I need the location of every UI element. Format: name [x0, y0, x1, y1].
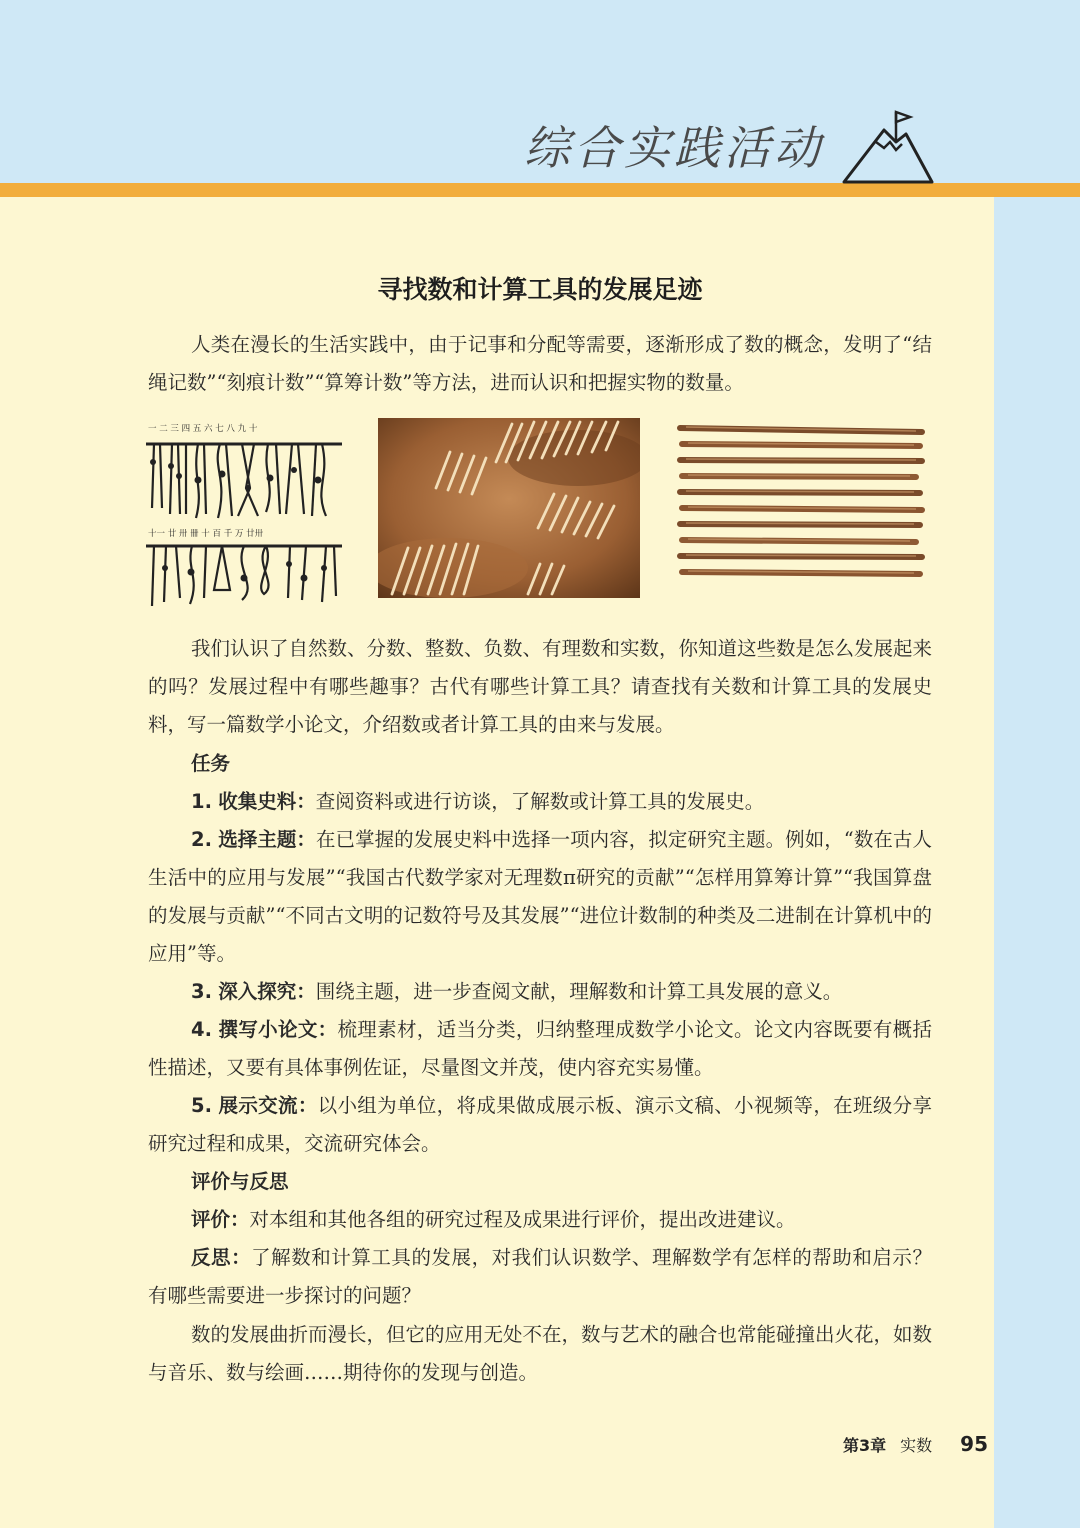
reflection-paragraph: [148, 1239, 932, 1315]
mountain-flag-icon: [840, 108, 936, 186]
knotted-cords-image: [146, 418, 342, 610]
article-title: 寻找数和计算工具的发展足迹: [377, 275, 703, 304]
reflection-text: 了解数和计算工具的发展，对我们认识数学、理解数学有怎样的帮助和启示？有哪些需要进一步探讨的问题？: [148, 1246, 932, 1307]
task-3-text: 围绕主题，进一步查阅文献，理解数和计算工具发展的意义。: [315, 980, 843, 1003]
task-4-text: 梳理素材，适当分类，归纳整理成数学小论文。论文内容既要有概括性描述，又要有具体事例佐证，尽量图文并茂，使内容充实易懂。: [148, 1018, 932, 1079]
banner-title: 综合实践活动: [524, 121, 824, 175]
task-item-4: [148, 1011, 932, 1087]
cords-row1-label: 一 二 三 四 五 六 七 八 九 十: [148, 424, 258, 434]
task-1-number: 1.: [191, 790, 212, 813]
footer-subject: 实数: [900, 1436, 933, 1455]
task-4-label: 撰写小论文：: [218, 1018, 338, 1041]
intro-paragraph: 人类在漫长的生活实践中，由于记事和分配等需要，逐渐形成了数的概念，发明了“结绳记数”“刻痕计数”“算筹计数”等方法，进而认识和把握实物的数量。: [148, 333, 932, 394]
evaluation-heading: 评价与反思: [191, 1170, 289, 1193]
question-paragraph: 我们认识了自然数、分数、整数、负数、有理数和实数，你知道这些数是怎么发展起来的吗？发展过程中有哪些趣事？古代有哪些计算工具？请查找有关数和计算工具的发展史料，写一篇数学小论文，介绍数或者计算工具的由来与发展。: [148, 637, 933, 736]
task-5-text: 以小组为单位，将成果做成展示板、演示文稿、小视频等，在班级分享研究过程和成果，交流研究体会。: [148, 1094, 932, 1155]
tasks-heading: 任务: [191, 752, 231, 775]
page-footer: [843, 1432, 988, 1456]
task-item-5: [148, 1087, 932, 1163]
task-2-label: 选择主题：: [218, 828, 316, 851]
task-3-number: 3.: [191, 980, 212, 1003]
task-5-number: 5.: [191, 1094, 212, 1117]
evaluation-label: 评价：: [191, 1208, 250, 1231]
footer-chapter: 第3章: [843, 1436, 887, 1455]
task-2-number: 2.: [191, 828, 212, 851]
evaluation-paragraph: [148, 1201, 932, 1239]
reflection-label: 反思：: [191, 1246, 252, 1269]
task-1-label: 收集史料：: [218, 790, 316, 813]
page-number: 95: [960, 1432, 988, 1456]
closing-paragraph: 数的发展曲折而漫长，但它的应用无处不在，数与艺术的融合也常能碰撞出火花，如数与音乐、数与绘画……期待你的发现与创造。: [148, 1323, 933, 1384]
task-2-text: 在已掌握的发展史料中选择一项内容，拟定研究主题。例如，“数在古人生活中的应用与发展”“我国古代数学家对无理数π研究的贡献”“怎样用算筹计算”“我国算盘的发展与贡献”“不同古文明的记数符号及其发展”“进位计数制的种类及二进制在计算机中的应用”等。: [148, 828, 932, 965]
task-4-number: 4.: [191, 1018, 212, 1041]
task-item-3: [148, 973, 932, 1011]
task-item-1: [148, 783, 932, 821]
counting-rods-image: [676, 420, 926, 588]
cords-row2-label: 十一 廿 卅 卌 十 百 千 万 廿卅: [148, 529, 264, 539]
evaluation-text: 对本组和其他各组的研究过程及成果进行评价，提出改进建议。: [249, 1208, 796, 1231]
task-5-label: 展示交流：: [218, 1094, 318, 1117]
carved-marks-image: [378, 418, 640, 598]
task-1-text: 查阅资料或进行访谈，了解数或计算工具的发展史。: [315, 790, 765, 813]
side-strip: [994, 197, 1080, 1528]
task-3-label: 深入探究：: [218, 980, 316, 1003]
task-item-2: [148, 821, 932, 973]
